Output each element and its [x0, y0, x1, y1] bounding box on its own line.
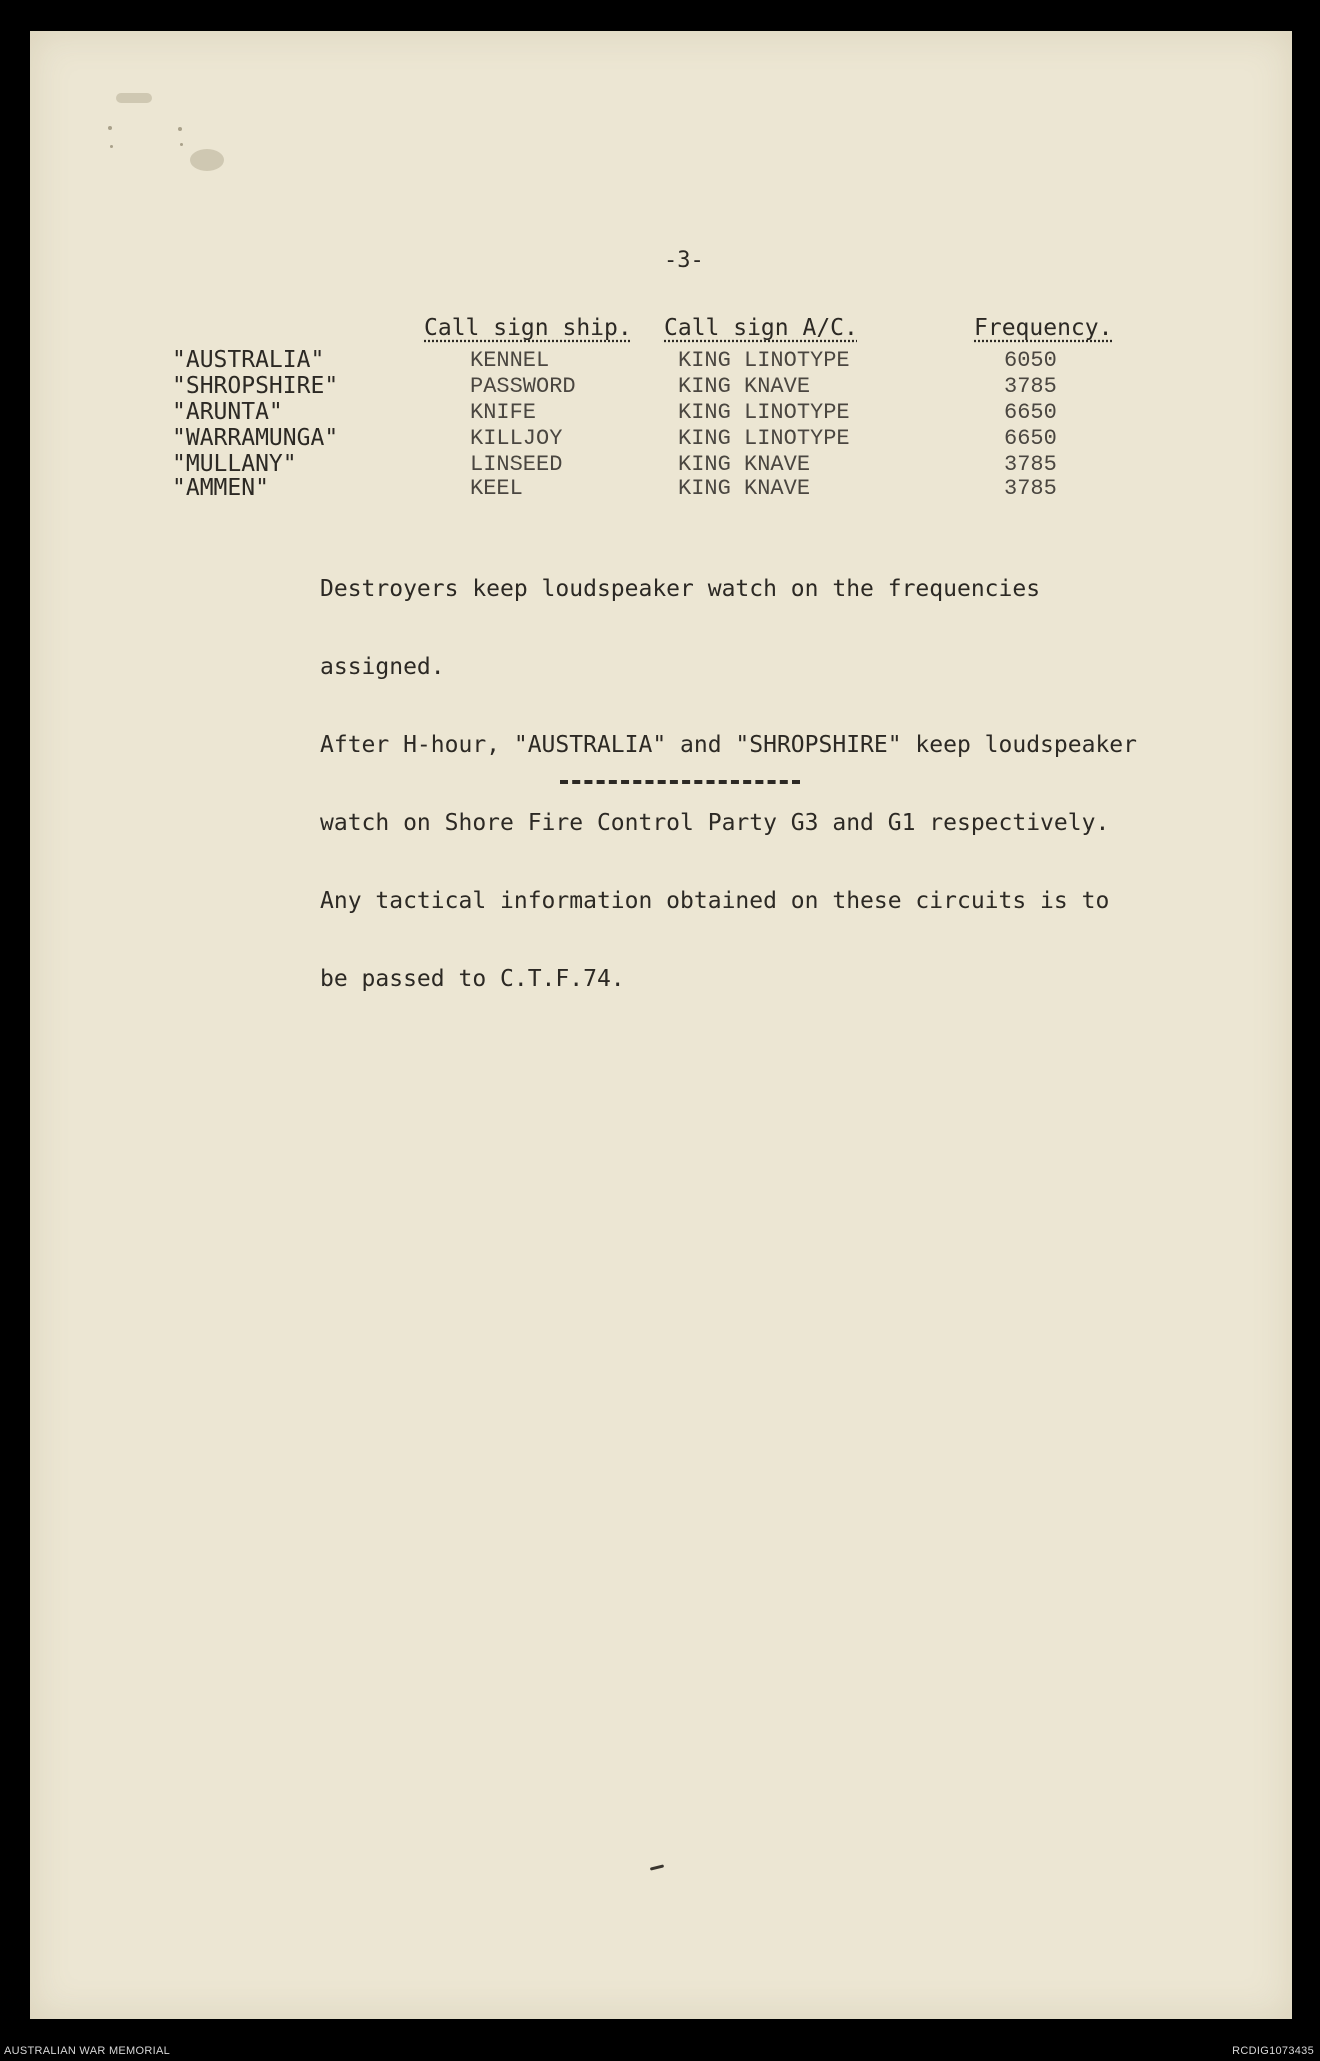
frequency-value: 6650 [1004, 426, 1057, 451]
frequency-value: 6050 [1004, 348, 1057, 373]
aircraft-call-sign: KING LINOTYPE [678, 400, 850, 425]
aircraft-call-sign: KING LINOTYPE [678, 348, 850, 373]
frequency-value: 3785 [1004, 374, 1057, 399]
table-row [0, 400, 1320, 425]
ship-name: "MULLANY" [172, 451, 297, 477]
aircraft-call-sign: KING KNAVE [678, 452, 811, 477]
pin-hole-mark [110, 145, 113, 148]
aircraft-call-sign: KING LINOTYPE [678, 426, 850, 451]
frequency-value: 3785 [1004, 452, 1057, 477]
table-row [0, 426, 1320, 451]
instruction-line: Destroyers keep loudspeaker watch on the frequencies [320, 576, 1041, 602]
ship-call-sign: PASSWORD [470, 374, 576, 399]
punch-hole-mark [116, 93, 152, 103]
ship-name: "AMMEN" [172, 475, 269, 501]
table-row [0, 374, 1320, 399]
aircraft-call-sign: KING KNAVE [678, 476, 811, 501]
instruction-line: watch on Shore Fire Control Party G3 and G1 respectively. [320, 810, 1110, 836]
archive-credit: AUSTRALIAN WAR MEMORIAL [4, 2045, 171, 2057]
ship-call-sign: KEEL [470, 476, 523, 501]
instruction-line: be passed to C.T.F.74. [320, 966, 625, 992]
ship-name: "WARRAMUNGA" [172, 425, 339, 451]
table-row [0, 476, 1320, 501]
instruction-line: After H-hour, "AUSTRALIA" and "SHROPSHIRE" keep loudspeaker [320, 732, 1137, 758]
ship-name: "ARUNTA" [172, 399, 283, 425]
header-call-sign-aircraft: Call sign A/C. [664, 315, 858, 341]
pin-hole-mark [178, 127, 182, 131]
pin-hole-mark [108, 126, 112, 130]
instructions-paragraph [320, 524, 1137, 1044]
ship-call-sign: KENNEL [470, 348, 550, 373]
instruction-line: assigned. [320, 654, 445, 680]
page-number: -3- [664, 248, 704, 273]
frequency-value: 3785 [1004, 476, 1057, 501]
ship-call-sign: KNIFE [470, 400, 537, 425]
frequency-value: 6650 [1004, 400, 1057, 425]
ship-name: "AUSTRALIA" [172, 347, 325, 373]
archive-reference: RCDIG1073435 [1232, 2045, 1314, 2057]
punch-hole-mark [190, 149, 224, 171]
ship-call-sign: LINSEED [470, 452, 563, 477]
instruction-line: Any tactical information obtained on these circuits is to [320, 888, 1110, 914]
section-end-rule [560, 780, 800, 784]
header-call-sign-ship: Call sign ship. [424, 315, 632, 341]
pin-hole-mark [180, 143, 183, 146]
table-row [0, 348, 1320, 373]
ship-call-sign: KILLJOY [470, 426, 563, 451]
header-frequency: Frequency. [974, 315, 1113, 341]
aircraft-call-sign: KING KNAVE [678, 374, 811, 399]
table-row [0, 452, 1320, 477]
ship-name: "SHROPSHIRE" [172, 373, 339, 399]
